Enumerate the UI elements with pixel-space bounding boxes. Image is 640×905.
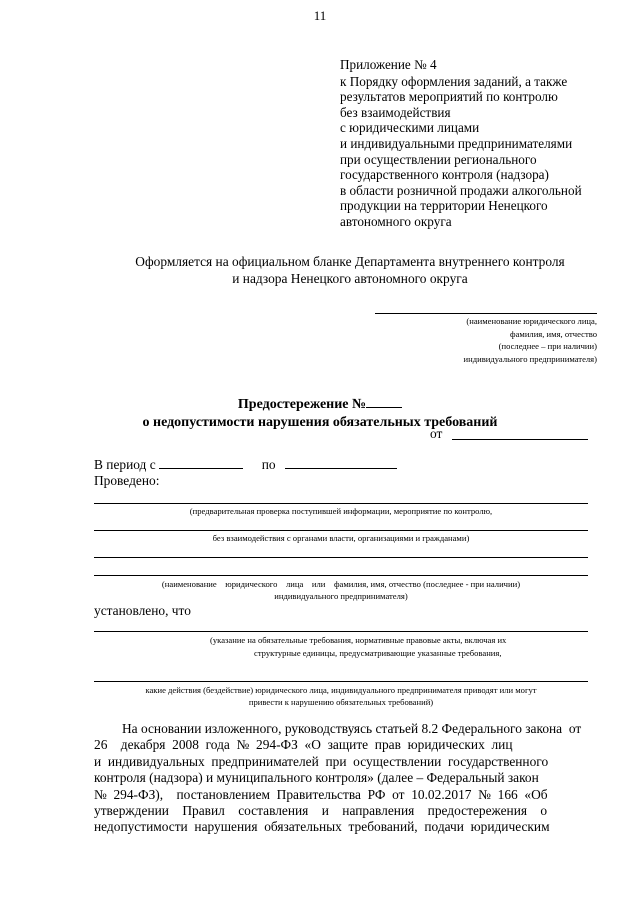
- body-line: недопустимости нарушения обязательных требований, подачи юридическим: [94, 819, 550, 835]
- requirements-caption-2: структурные единицы, предусматривающие указанные требования,: [254, 648, 502, 658]
- recipient-caption-line: (наименование юридического лица,: [466, 316, 597, 326]
- title-line-2: о недопустимости нарушения обязательных требований: [142, 415, 498, 430]
- conducted-fill-line-1[interactable]: [94, 503, 588, 504]
- body-line: 26 декабря 2008 года № 294-ФЗ «О защите прав юридических лиц: [94, 737, 513, 753]
- recipient-caption: [375, 315, 597, 365]
- blank-note-line-2: и надзора Ненецкого автономного округа: [232, 271, 468, 286]
- actions-caption-1: какие действия (бездействие) юридического лица, индивидуального предпринимателя приводят или могут: [145, 685, 537, 695]
- entity-caption-2: индивидуального предпринимателя): [274, 591, 408, 601]
- body-line: На основании изложенного, руководствуясь статьей 8.2 Федерального закона от: [122, 721, 582, 736]
- annex-line: Приложение № 4: [340, 57, 437, 72]
- entity-fill-line-1[interactable]: [94, 557, 588, 558]
- period-label: В период с: [94, 457, 156, 472]
- page-number: 11: [313, 8, 327, 23]
- date-from-label: от: [430, 426, 443, 441]
- blank-note-line-1: Оформляется на официальном бланке Департамента внутреннего контроля: [135, 254, 565, 269]
- date-field[interactable]: [452, 439, 588, 440]
- entity-fill-line-2[interactable]: [94, 575, 588, 576]
- annex-line: результатов мероприятий по контролю: [340, 89, 558, 105]
- recipient-caption-line: индивидуального предпринимателя): [463, 353, 597, 364]
- body-line: контроля (надзора) и муниципального контроля» (далее – Федеральный закон: [94, 770, 539, 786]
- document-title: [0, 395, 640, 432]
- conducted-fill-line-2[interactable]: [94, 530, 588, 531]
- annex-line: без взаимодействия: [340, 104, 451, 120]
- body-line: № 294-ФЗ), постановлением Правительства РФ от 10.02.2017 № 166 «Об: [94, 786, 548, 802]
- annex-line: государственного контроля (надзора): [340, 167, 549, 183]
- recipient-fill-line[interactable]: [375, 313, 597, 314]
- annex-heading: [340, 57, 630, 230]
- period-row: [94, 456, 397, 473]
- annex-line: с юридическими лицами: [340, 120, 480, 136]
- actions-caption-2: привести к нарушению обязательных требований): [248, 697, 434, 707]
- actions-fill-line[interactable]: [94, 681, 588, 682]
- conducted-caption-1: (предварительная проверка поступившей информации, мероприятие по контролю,: [189, 506, 493, 516]
- period-to-label: по: [261, 457, 276, 472]
- annex-line: продукции на территории Ненецкого: [340, 198, 548, 214]
- warning-number-field[interactable]: [366, 395, 402, 408]
- established-label: установлено, что: [94, 603, 191, 618]
- conducted-label: Проведено:: [94, 473, 160, 488]
- requirements-fill-line[interactable]: [94, 631, 588, 632]
- annex-line: при осуществлении регионального: [340, 151, 537, 167]
- body-line: утверждении Правил составления и направления предостережения о: [94, 803, 548, 819]
- annex-line: в области розничной продажи алкогольной: [340, 182, 582, 198]
- annex-line: автономного округа: [340, 213, 452, 229]
- title-line-1: Предостережение №: [237, 397, 367, 412]
- period-start-field[interactable]: [159, 456, 243, 469]
- recipient-caption-line: (последнее – при наличии): [498, 341, 597, 351]
- requirements-caption-1: (указание на обязательные требования, нормативные правовые акты, включая их: [210, 635, 507, 645]
- blank-note: [60, 253, 640, 287]
- body-paragraph: [94, 721, 594, 836]
- entity-caption-1: (наименование юридического лица или фамилия, имя, отчество (последнее - при наличии): [161, 579, 521, 589]
- annex-line: к Порядку оформления заданий, а также: [340, 73, 568, 89]
- period-end-field[interactable]: [285, 456, 397, 469]
- annex-line: и индивидуальными предпринимателями: [340, 135, 573, 151]
- recipient-caption-line: фамилия, имя, отчество: [510, 328, 597, 339]
- conducted-caption-2: без взаимодействия с органами власти, организациями и гражданами): [212, 533, 470, 543]
- body-line: и индивидуальных предпринимателей при осуществлении государственного: [94, 753, 549, 769]
